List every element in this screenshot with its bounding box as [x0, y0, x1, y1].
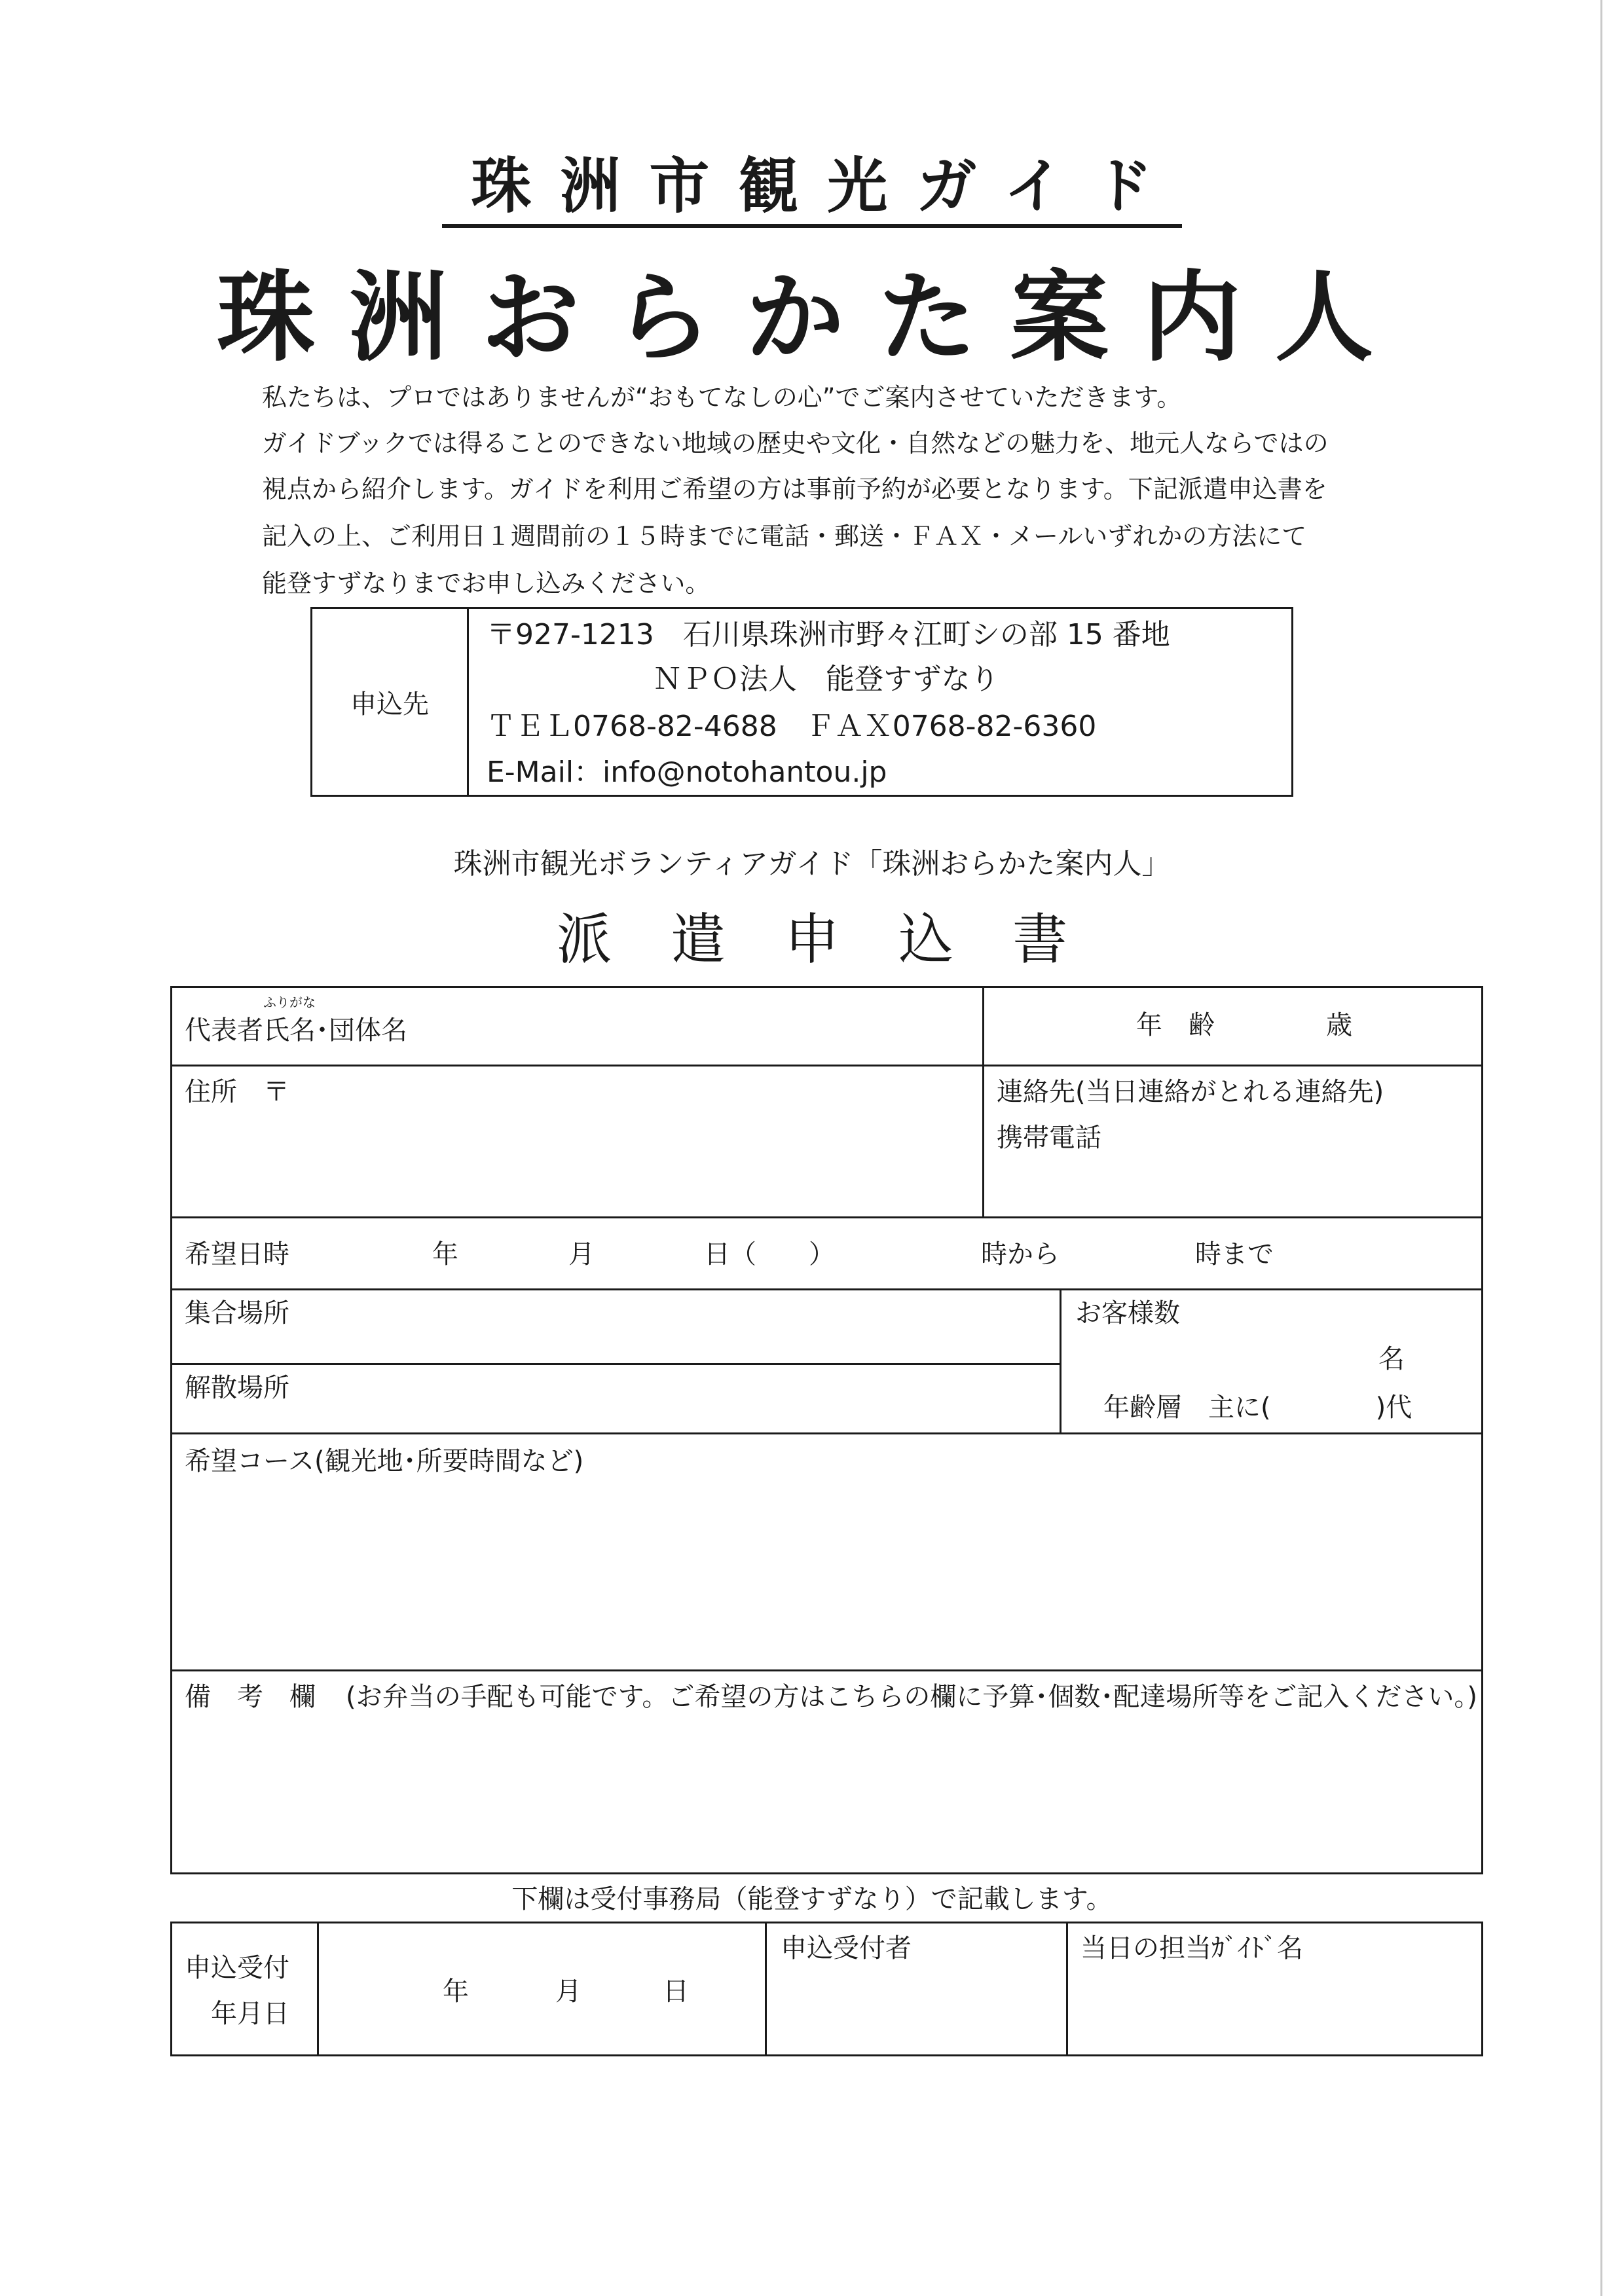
apply-to-box: [310, 607, 1293, 797]
office-border-top: [170, 1922, 1483, 1923]
page-heading: 珠洲おらかた案内人: [216, 260, 1407, 375]
office-border-bottom: [170, 2054, 1483, 2056]
row-divider: [170, 1669, 1483, 1671]
guests-label: お客様数: [1075, 1298, 1180, 1328]
date-year: 年: [432, 1239, 458, 1269]
form-border-right: [1481, 986, 1483, 1874]
apply-to-address: 〒927-1213 石川県珠洲市野々江町シの部 15 番地: [487, 618, 1170, 651]
date-label: 希望日時: [185, 1239, 289, 1269]
office-border-left: [170, 1922, 172, 2056]
age-group-label: 年齢層 主に( )代: [1103, 1393, 1412, 1423]
received-label-1: 申込受付: [185, 1953, 289, 1983]
received-day: 日: [663, 1977, 689, 2007]
address-label: 住所 〒: [185, 1077, 289, 1107]
row-divider: [170, 1216, 1483, 1218]
contact-label: 連絡先(当日連絡がとれる連絡先): [997, 1077, 1384, 1107]
row-divider: [170, 1432, 1483, 1434]
guide-label: 当日の担当ｶﾞｲﾄﾞ名: [1080, 1933, 1303, 1963]
office-col-divider: [1066, 1922, 1068, 2056]
meeting-place-label: 集合場所: [185, 1298, 289, 1328]
office-border-right: [1481, 1922, 1483, 2056]
office-col-divider: [317, 1922, 319, 2056]
intro-line-1: 私たちは、プロではありませんが“おもてなしの心”でご案内させていただきます。: [262, 383, 1182, 412]
office-note: 下欄は受付事務局（能登すずなり）で記載します。: [511, 1884, 1113, 1914]
course-label: 希望コース(観光地･所要時間など): [185, 1446, 584, 1476]
guests-unit: 名: [1378, 1344, 1405, 1374]
intro-line-5: 能登すずなりまでお申し込みください。: [262, 569, 710, 598]
apply-to-phone-fax: ＴＥＬ0768-82-4688 ＦＡＸ0768-82-6360: [487, 710, 1097, 743]
received-label-2: 年月日: [211, 1999, 289, 2029]
form-title: 派遣申込書: [556, 907, 1126, 972]
rep-name-label: 代表者 ふりがな 氏名･団体名: [185, 994, 407, 1046]
form-subtitle: 珠洲市観光ボランティアガイド「珠洲おらかた案内人」: [453, 847, 1171, 881]
time-to: 時まで: [1195, 1239, 1274, 1269]
received-year: 年: [443, 1977, 469, 2007]
apply-to-org: ＮＰＯ法人 能登すずなり: [653, 663, 999, 696]
form-border-top: [170, 986, 1483, 988]
date-day: 日（ ）: [704, 1239, 835, 1269]
page-title: 珠洲市観光ガイド: [0, 151, 1624, 223]
rep-name-ruby: ふりがな: [263, 994, 316, 1010]
receiver-label: 申込受付者: [781, 1933, 912, 1963]
row-divider: [170, 1065, 982, 1066]
office-col-divider: [765, 1922, 767, 2056]
col-divider: [1060, 1288, 1061, 1434]
remarks-label: 備 考 欄: [185, 1682, 316, 1712]
col-divider: [982, 986, 984, 1218]
intro-line-3: 視点から紹介します。ガイドを利用ご希望の方は事前予約が必要となります。下記派遣申込書を: [262, 475, 1327, 503]
remarks-note: (お弁当の手配も可能です。ご希望の方はこちらの欄に予算･個数･配達場所等をご記入ください。): [346, 1682, 1478, 1712]
row-divider: [170, 1363, 1060, 1365]
age-unit: 歳: [1326, 1010, 1352, 1040]
date-month: 月: [568, 1239, 595, 1269]
intro-line-4: 記入の上、ご利用日１週間前の１５時までに電話・郵送・ＦＡＸ・メールいずれかの方法にて: [262, 522, 1307, 551]
row-divider: [982, 1065, 1483, 1066]
form-border-left: [170, 986, 172, 1874]
form-border-bottom: [170, 1872, 1483, 1874]
age-label: 年 齢: [1136, 1010, 1215, 1040]
row-divider: [170, 1288, 1483, 1290]
received-month: 月: [555, 1977, 581, 2007]
apply-to-email: E-Mail：info@notohantou.jp: [487, 756, 887, 789]
apply-to-label: 申込先: [312, 609, 469, 795]
time-from: 時から: [981, 1239, 1060, 1269]
dismiss-place-label: 解散場所: [185, 1373, 289, 1403]
intro-line-2: ガイドブックでは得ることのできない地域の歴史や文化・自然などの魅力を、地元人ならではの: [262, 429, 1329, 458]
mobile-label: 携帯電話: [997, 1123, 1101, 1153]
